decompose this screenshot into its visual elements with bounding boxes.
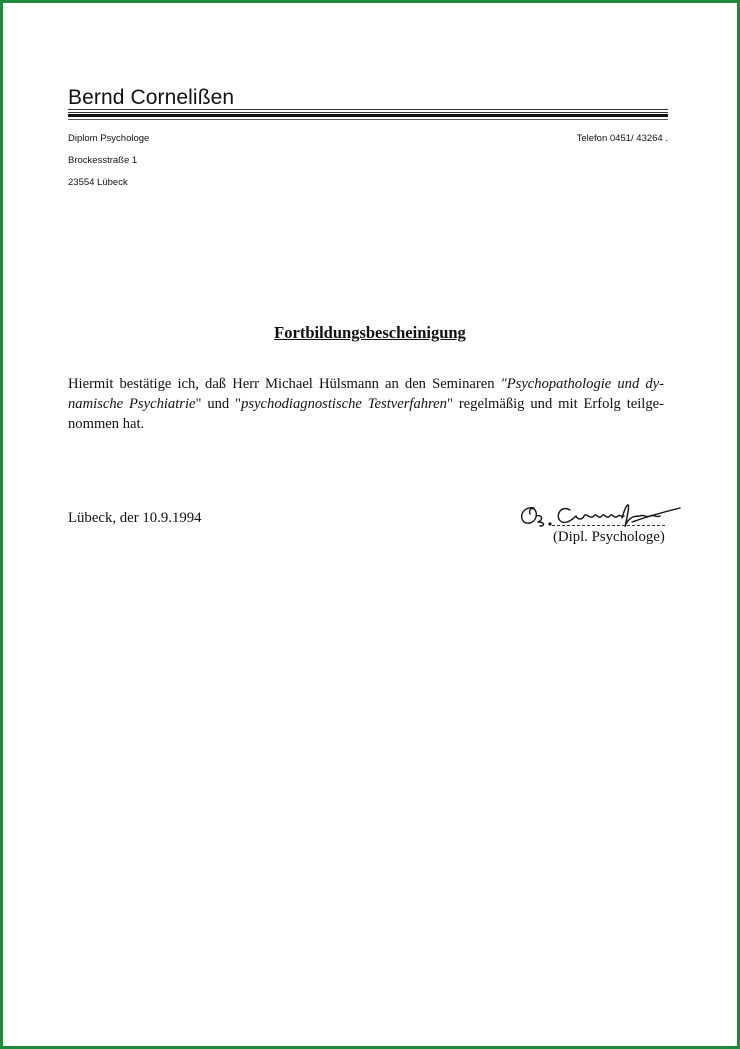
letterhead-title: Diplom Psychologe	[68, 133, 150, 144]
document-title: Fortbildungsbescheinigung	[274, 323, 466, 342]
body-line-2: namische Psychiatrie" und "psychodiagnostische Testverfahren" regelmäßig und mit Erfolg teilge-	[68, 396, 664, 412]
signature-line	[552, 525, 665, 526]
place-date: Lübeck, der 10.9.1994	[68, 510, 202, 526]
letterhead-rule-thick	[68, 114, 668, 117]
document-body	[68, 374, 664, 434]
letterhead-city: 23554 Lübeck	[68, 177, 128, 188]
signature-caption: (Dipl. Psychologe)	[553, 529, 665, 545]
letterhead-rule	[68, 119, 668, 120]
letterhead-name: Bernd Cornelißen	[68, 86, 235, 109]
letterhead-rule	[68, 112, 668, 113]
body-line-3: nommen hat.	[68, 416, 145, 432]
letterhead-rule	[68, 109, 668, 110]
letterhead-phone: Telefon 0451/ 43264 .	[576, 133, 668, 144]
letterhead-street: Brockesstraße 1	[68, 155, 138, 166]
body-line-1: Hiermit bestätige ich, daß Herr Michael Hülsmann an den Seminaren "Psychopathologie und dy-	[68, 376, 665, 392]
handwritten-signature	[514, 494, 684, 534]
